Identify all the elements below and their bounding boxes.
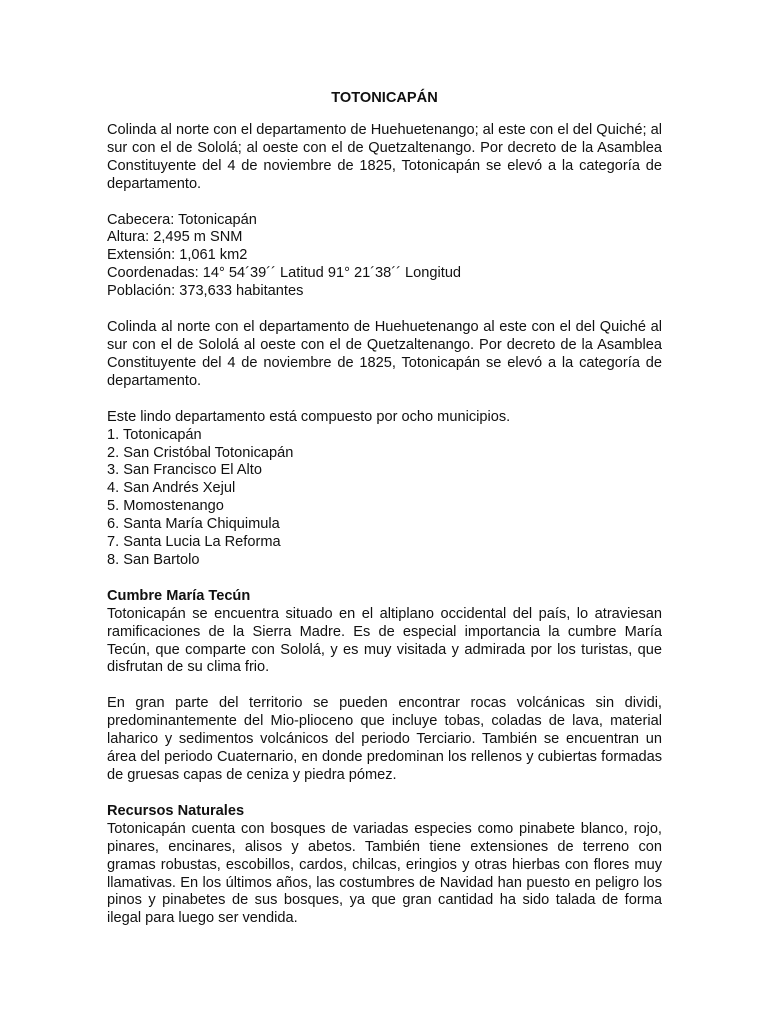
municipios-intro: Este lindo departamento está compuesto por ocho municipios. <box>107 408 511 425</box>
municipios-list <box>107 409 662 570</box>
cumbre-paragraph: Totonicapán se encuentra situado en el altiplano occidental del país, lo atraviesan ramificaciones de la Sierra Madre. Es de especial importancia la cumbre María Tecún, que comparte con Sololá, y es muy visitada y admirada por los turistas, que disfrutan de su clima frio. <box>107 605 662 676</box>
list-item: 1. Totonicapán <box>107 426 202 443</box>
spacer <box>107 677 662 695</box>
list-item: 2. San Cristóbal Totonicapán <box>107 444 294 461</box>
fact-extension: Extensión: 1,061 km2 <box>107 247 248 264</box>
intro-repeat-paragraph: Colinda al norte con el departamento de Huehuetenango al este con el del Quiché al sur con el de Sololá al oeste con el de Quetzaltenango. Por decreto de la Asamblea Constituyente del 4 de noviembre de 1825, Totonicapán se elevó a la categoría de departamento. <box>107 319 662 389</box>
geologia-paragraph: En gran parte del territorio se pueden encontrar rocas volcánicas sin dividi, predominantemente del Mio-plioceno que incluye tobas, coladas de lava, material laharico y sedimentos volcánicos del periodo Terciario. También se encuentran un área del periodo Cuaternario, en donde predominan los rellenos y cubiertas formadas de gruesas capas de ceniza y piedra pómez. <box>107 695 662 783</box>
spacer <box>107 391 662 409</box>
fact-coordenadas: Coordenadas: 14° 54´39´´ Latitud 91° 21´38´´ Longitud <box>107 265 462 282</box>
list-item: 3. San Francisco El Alto <box>107 462 262 479</box>
page-title: TOTONICAPÁN <box>331 90 438 106</box>
fact-poblacion: Población: 373,633 habitantes <box>107 283 304 300</box>
list-item: 5. Momostenango <box>107 498 224 515</box>
fact-altura: Altura: 2,495 m SNM <box>107 229 243 246</box>
spacer <box>107 301 662 319</box>
spacer <box>107 785 662 803</box>
list-item: 4. San Andrés Xejul <box>107 480 236 497</box>
facts-block <box>107 212 662 302</box>
fact-cabecera: Cabecera: Totonicapán <box>107 211 257 228</box>
spacer <box>107 194 662 212</box>
list-item: 7. Santa Lucia La Reforma <box>107 534 281 551</box>
intro-paragraph: Colinda al norte con el departamento de Huehuetenango; al este con el del Quiché; al sur con el de Sololá; al oeste con el de Quetzaltenango. Por decreto de la Asamblea Constituyente del 4 de noviembre de 1825, Totonicapán se elevó a la categoría de departamento. <box>107 121 662 192</box>
recursos-heading: Recursos Naturales <box>107 802 245 819</box>
list-item: 6. Santa María Chiquimula <box>107 516 280 533</box>
recursos-paragraph: Totonicapán cuenta con bosques de variadas especies como pinabete blanco, rojo, pinares, encinares, alisos y abetos. También tiene extensiones de terreno con gramas robustas, escobillos, cardos, chilcas, eringios y otras hierbas con flores muy llamativas. En los últimos años, las costumbres de Navidad han puesto en peligro los pinos y pinabetes de sus bosques, ya que gran cantidad ha sido talada de forma ilegal para luego ser vendida. <box>107 820 662 927</box>
cumbre-heading: Cumbre María Tecún <box>107 587 251 604</box>
list-item: 8. San Bartolo <box>107 551 200 568</box>
spacer <box>107 570 662 588</box>
